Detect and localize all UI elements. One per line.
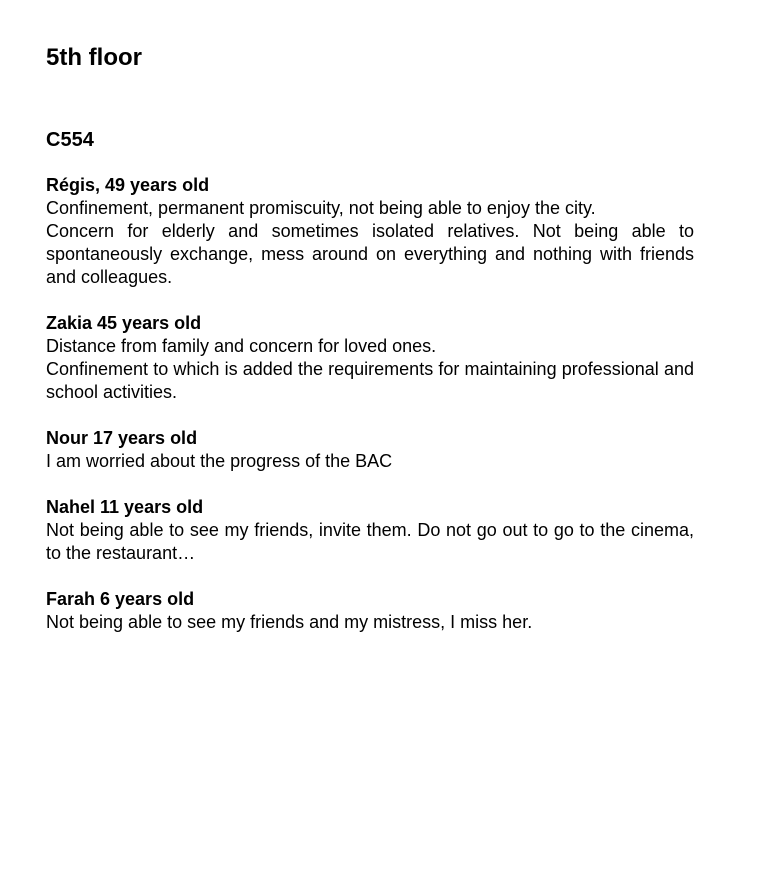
testimony-entry — [46, 496, 694, 565]
testimony-list — [46, 174, 694, 634]
testimony-author: Farah 6 years old — [46, 589, 195, 609]
testimony-author: Nahel 11 years old — [46, 497, 204, 517]
testimony-author: Régis, 49 years old — [46, 175, 210, 195]
testimony-text: I am worried about the progress of the BAC — [46, 451, 393, 471]
testimony-entry — [46, 588, 694, 634]
testimony-text: Concern for elderly and sometimes isolated relatives. Not being able to spontaneously exchange, mess around on everything and nothing with friends and colleagues. — [46, 221, 694, 287]
testimony-text: Not being able to see my friends and my mistress, I miss her. — [46, 612, 533, 632]
testimony-text: Confinement to which is added the requirements for maintaining professional and school activities. — [46, 359, 694, 402]
testimony-text: Distance from family and concern for loved ones. — [46, 336, 437, 356]
document-page — [46, 42, 694, 657]
testimony-entry — [46, 174, 694, 289]
floor-title: 5th floor — [46, 44, 142, 71]
testimony-text: Confinement, permanent promiscuity, not being able to enjoy the city. — [46, 198, 596, 218]
testimony-entry — [46, 312, 694, 404]
testimony-author: Zakia 45 years old — [46, 313, 202, 333]
testimony-author: Nour 17 years old — [46, 428, 198, 448]
testimony-entry — [46, 427, 694, 473]
room-title: C554 — [46, 129, 94, 151]
testimony-text: Not being able to see my friends, invite them. Do not go out to go to the cinema, to the restaurant… — [46, 520, 694, 563]
